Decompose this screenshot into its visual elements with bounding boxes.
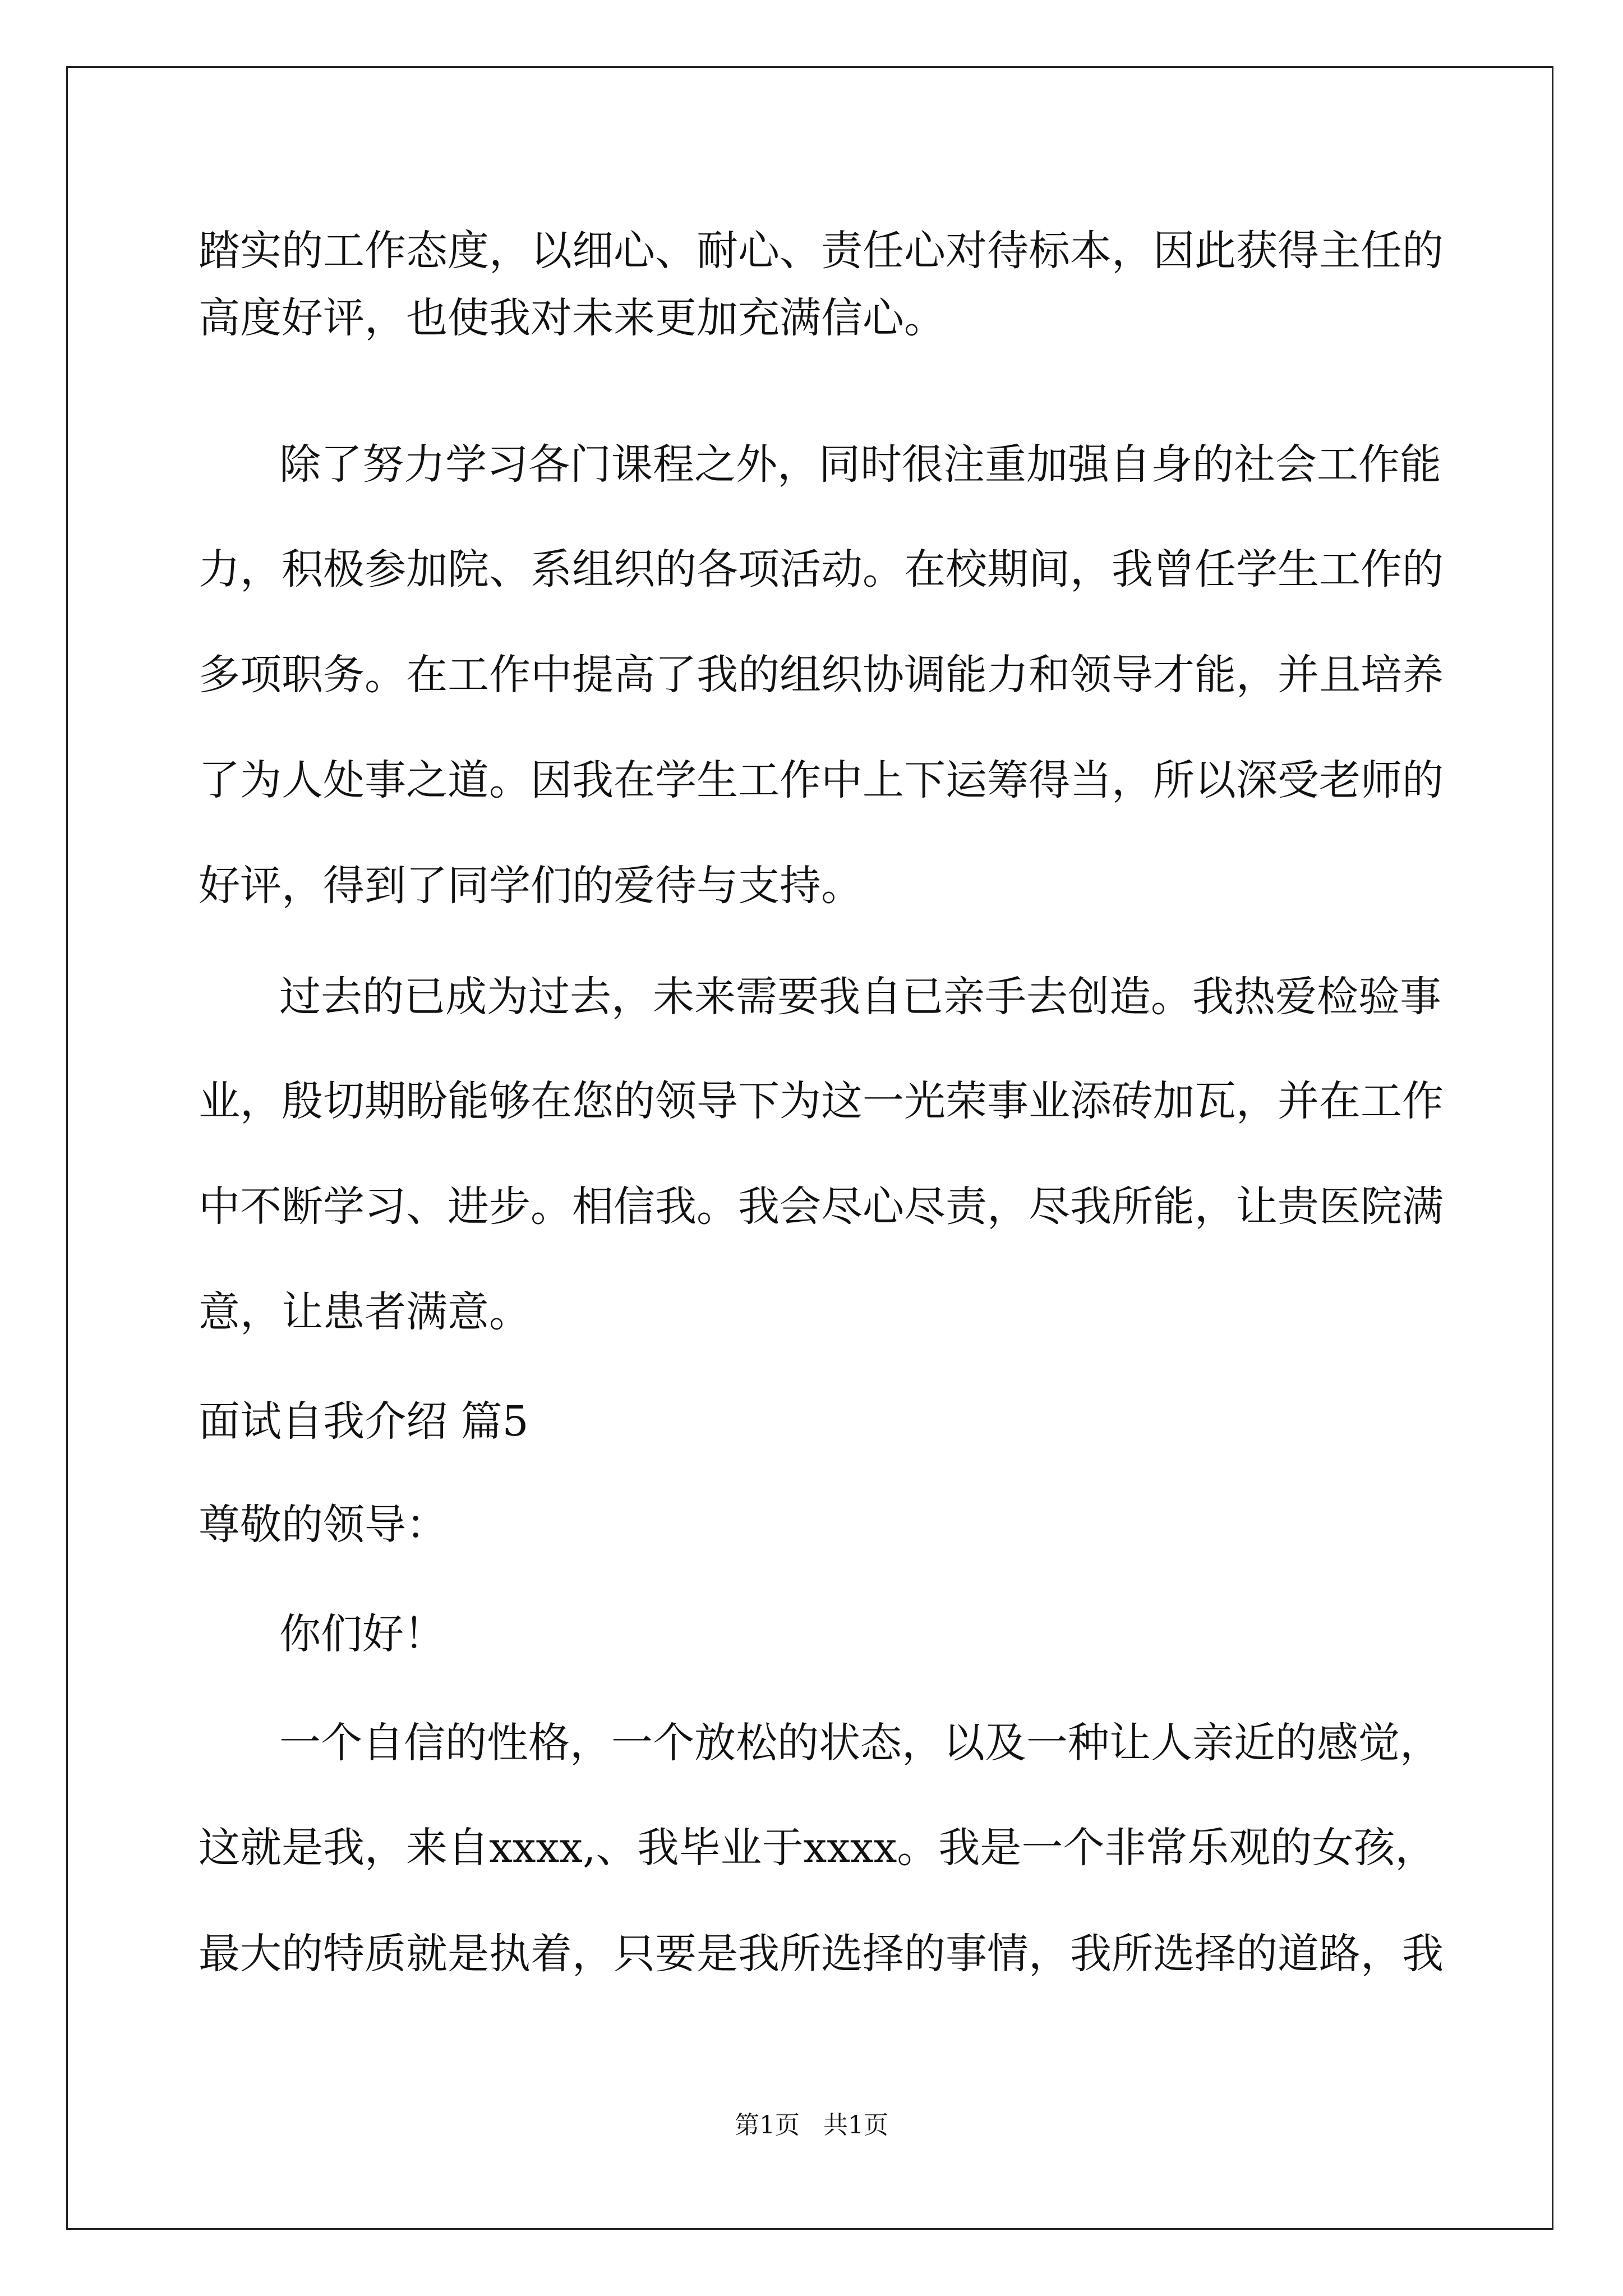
paragraph-3-line-2: 业，殷切期盼能够在您的领导下为这一光荣事业添砖加瓦，并在工作 <box>199 1077 1444 1125</box>
paragraph-2-line-2: 力，积极参加院、系组织的各项活动。在校期间，我曾任学生工作的 <box>199 545 1444 593</box>
greeting: 你们好！ <box>279 1610 445 1658</box>
salutation: 尊敬的领导： <box>199 1501 448 1549</box>
paragraph-4-line-2: 这就是我，来自xxxx,、我毕业于xxxx。我是一个非常乐观的女孩， <box>199 1824 1437 1872</box>
paragraph-2-line-5: 好评，得到了同学们的爱待与支持。 <box>199 862 863 910</box>
page-border <box>66 66 1553 2230</box>
paragraph-4-line-3: 最大的特质就是执着，只要是我所选择的事情，我所选择的道路，我 <box>199 1930 1444 1978</box>
paragraph-2-line-4: 了为人处事之道。因我在学生工作中上下运筹得当，所以深受老师的 <box>199 756 1444 804</box>
paragraph-1-line-1: 踏实的工作态度，以细心、耐心、责任心对待标本，因此获得主任的 <box>199 227 1444 275</box>
page-footer: 第1页 共1页 <box>735 2111 888 2139</box>
paragraph-2-line-1: 除了努力学习各门课程之外，同时很注重加强自身的社会工作能 <box>279 440 1441 489</box>
paragraph-1-line-2: 高度好评，也使我对未来更加充满信心。 <box>199 294 946 342</box>
paragraph-3-line-1: 过去的已成为过去，未来需要我自已亲手去创造。我热爱检验事 <box>279 973 1441 1021</box>
paragraph-4-line-1: 一个自信的性格，一个放松的状态，以及一种让人亲近的感觉， <box>279 1719 1441 1767</box>
paragraph-3-line-4: 意，让患者满意。 <box>199 1288 531 1336</box>
paragraph-3-line-3: 中不断学习、进步。相信我。我会尽心尽责，尽我所能，让贵医院满 <box>199 1182 1444 1231</box>
section-heading: 面试自我介绍 篇5 <box>199 1397 529 1446</box>
paragraph-2-line-3: 多项职务。在工作中提高了我的组织协调能力和领导才能，并且培养 <box>199 651 1444 699</box>
